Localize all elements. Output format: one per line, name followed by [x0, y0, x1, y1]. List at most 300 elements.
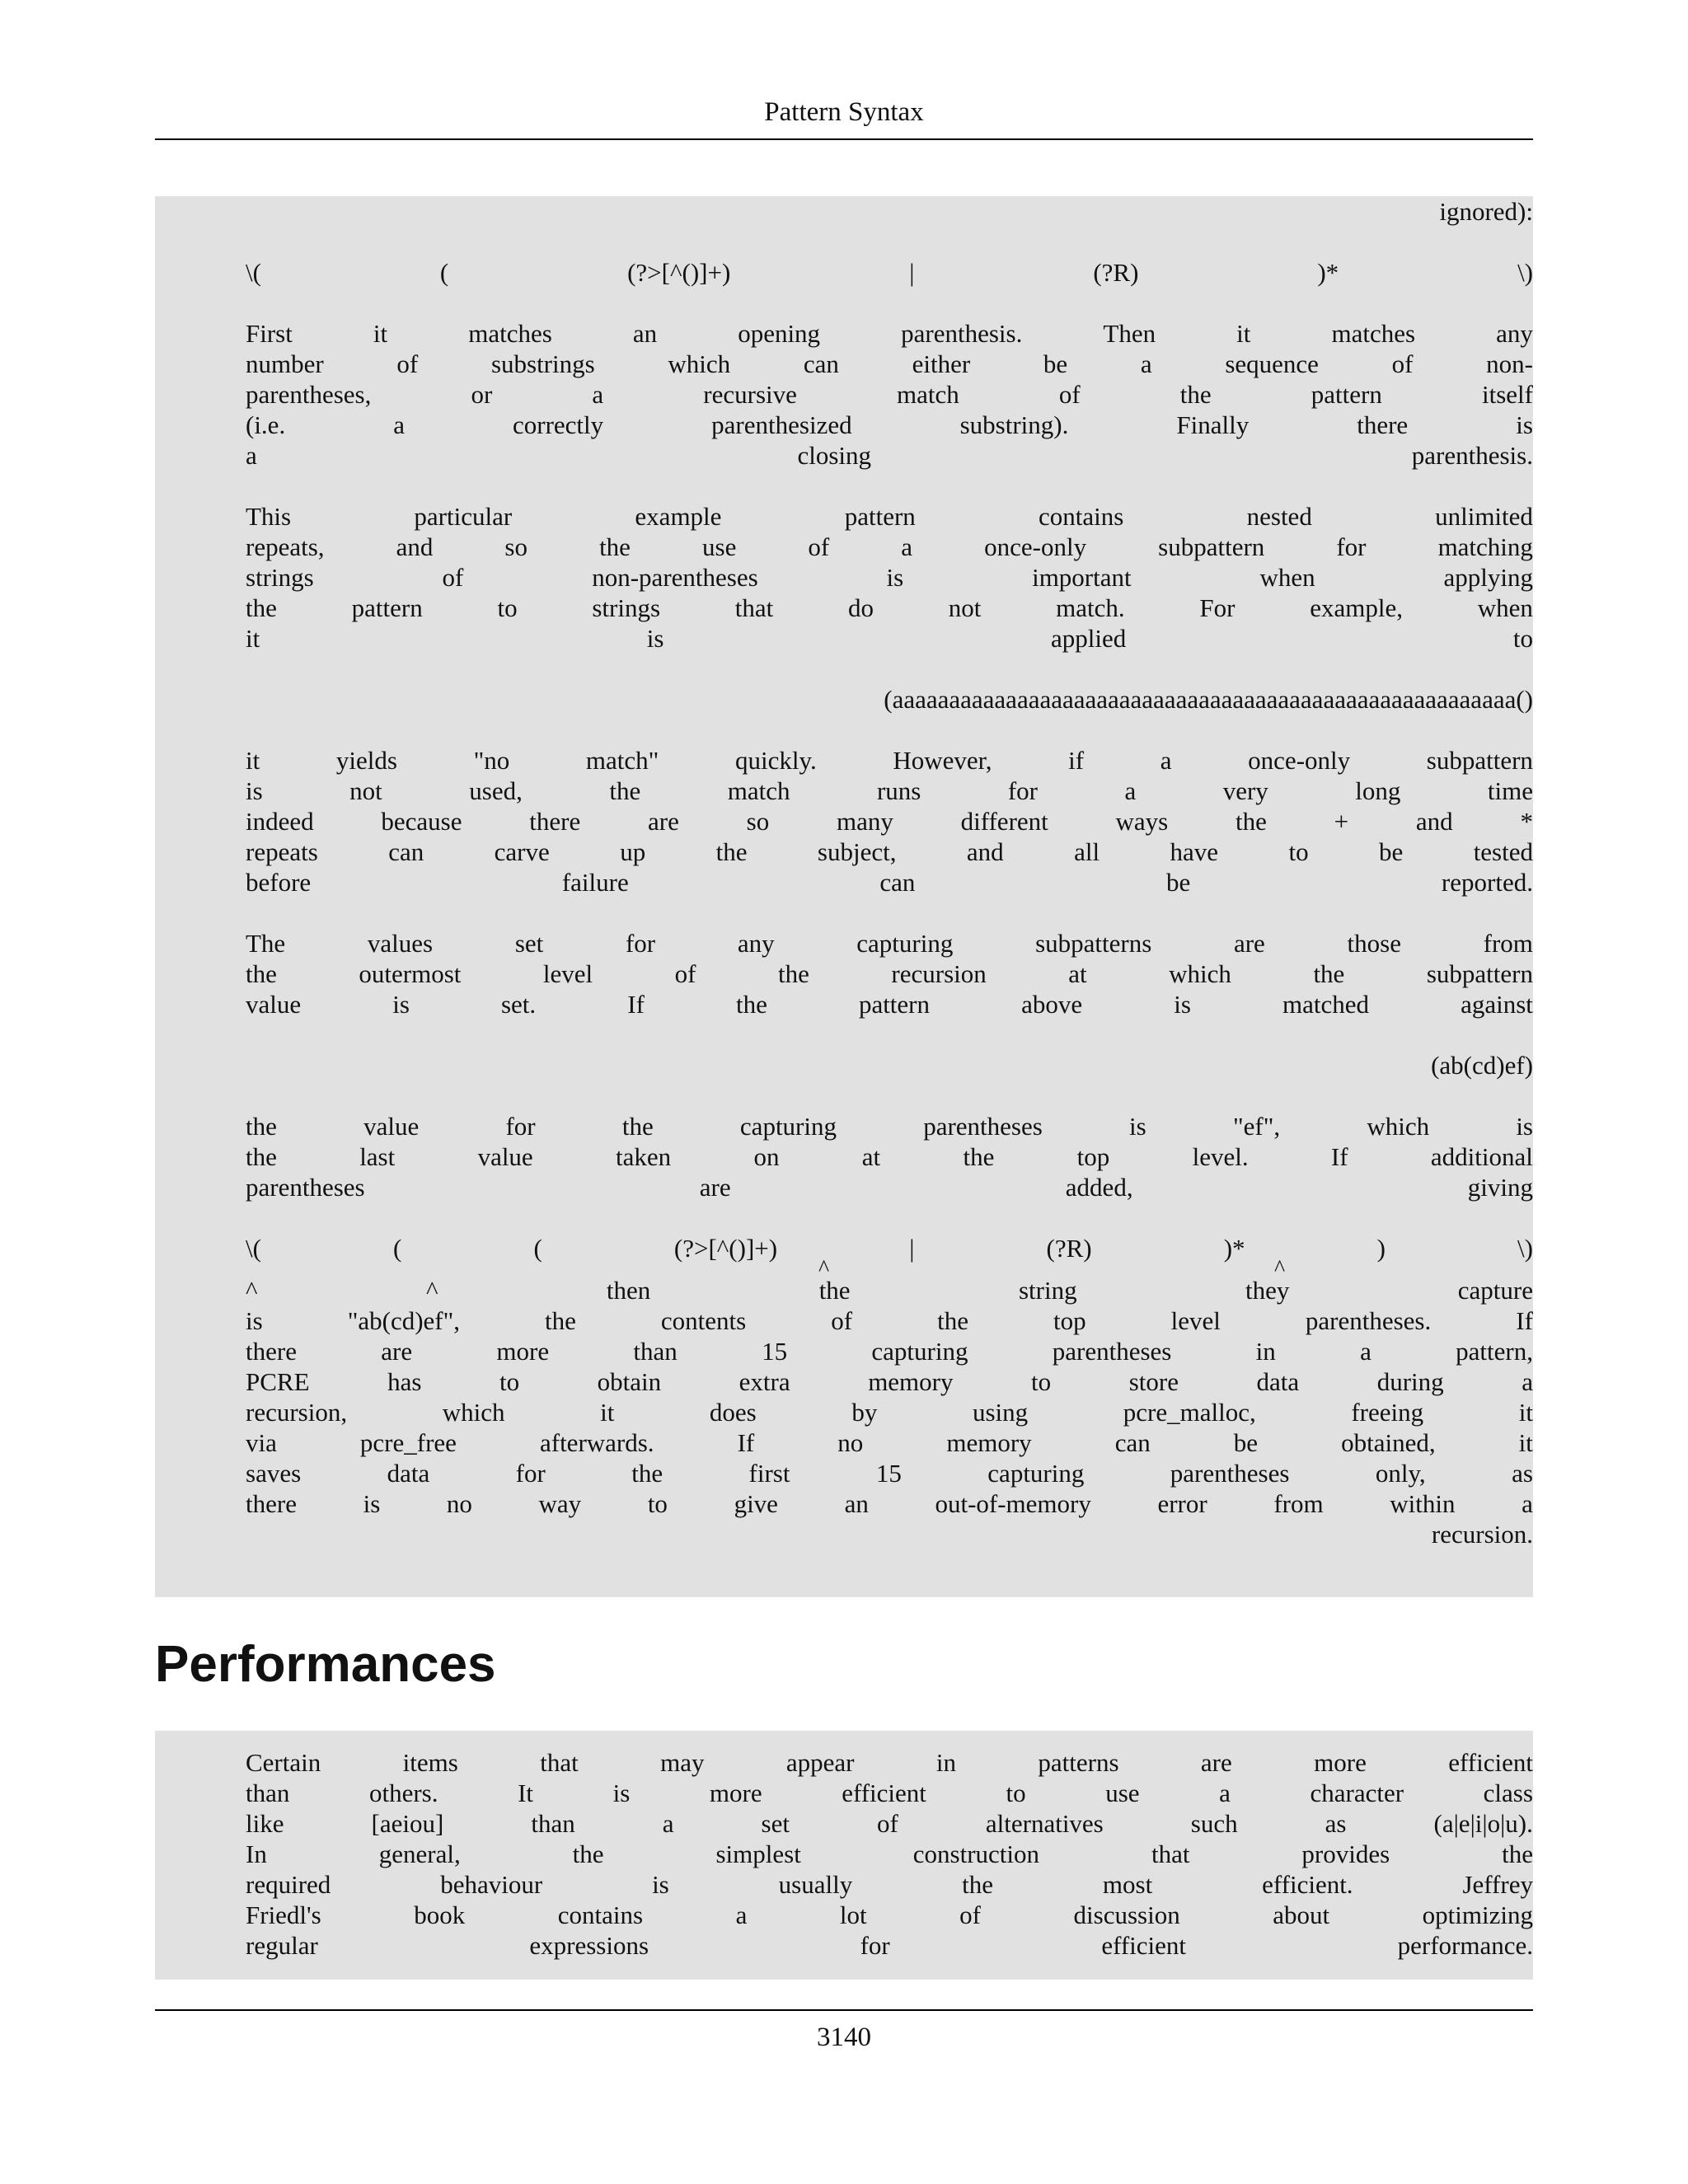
word: 15 [875, 1459, 902, 1488]
word: level [1170, 1306, 1221, 1335]
word: parenthesized [711, 410, 852, 439]
word: and [966, 837, 1004, 866]
word: contains [557, 1900, 644, 1929]
word: ^ [1274, 1256, 1286, 1282]
text-line [246, 1808, 1533, 1839]
paragraph-gap [246, 1202, 1533, 1233]
word: set [761, 1809, 790, 1838]
word: when [1477, 593, 1533, 622]
word: pattern [351, 593, 423, 622]
word: parentheses [1170, 1459, 1290, 1488]
word: the [599, 532, 631, 561]
word: for [1007, 776, 1038, 805]
word: there [246, 1337, 297, 1366]
word: (?R) [1093, 258, 1139, 287]
paragraph-gap [246, 471, 1533, 501]
word: (?R) [1046, 1234, 1092, 1263]
word: that [540, 1748, 579, 1777]
word: for [1336, 532, 1367, 561]
text-line [246, 1869, 1533, 1900]
word: (?>[^()]+) [673, 1234, 778, 1263]
word: up [620, 837, 646, 866]
word: Then [1103, 319, 1156, 348]
word: substring). [959, 410, 1069, 439]
word: as [1512, 1459, 1533, 1488]
text-line [246, 1519, 1533, 1549]
word: reported. [1441, 868, 1533, 897]
word: such [1190, 1809, 1238, 1838]
word: of [674, 959, 696, 988]
word: obtained, [1341, 1428, 1436, 1457]
word: parenthesis. [901, 319, 1023, 348]
word: parentheses [923, 1112, 1043, 1141]
word: repeats [246, 837, 318, 866]
word: the [246, 1142, 277, 1171]
word: usually [778, 1870, 853, 1899]
word: non-parentheses [592, 563, 758, 592]
word: like [246, 1809, 284, 1838]
word: efficient [842, 1779, 926, 1807]
word: PCRE [246, 1367, 310, 1396]
word: top [1053, 1306, 1086, 1335]
word: | [909, 1234, 915, 1263]
word: ( [393, 1234, 402, 1263]
word: the [1179, 380, 1212, 409]
word: a [246, 441, 257, 470]
word: as [1325, 1809, 1347, 1838]
word: give [734, 1489, 778, 1518]
word: which [668, 349, 731, 378]
word: it [373, 319, 388, 348]
word: expressions [529, 1931, 649, 1960]
text-lines [246, 1747, 1533, 1961]
text-line [246, 349, 1533, 379]
word: applied [1051, 624, 1127, 653]
text-line [246, 532, 1533, 562]
page-footer [155, 2009, 1533, 2054]
word: when [1259, 563, 1315, 592]
word: strings [592, 593, 661, 622]
word: any [737, 929, 775, 958]
word: runs [876, 776, 921, 805]
word: matches [1331, 319, 1416, 348]
word: are [699, 1173, 731, 1202]
word: memory [946, 1428, 1032, 1457]
word: opening [738, 319, 821, 348]
word: nested [1246, 502, 1312, 531]
word: If [1516, 1306, 1533, 1335]
word: in [935, 1748, 956, 1777]
word: than [246, 1779, 290, 1807]
text-line [246, 1336, 1533, 1366]
word: extra [738, 1367, 790, 1396]
word: items [402, 1748, 458, 1777]
word: repeats, [246, 532, 325, 561]
word: set [514, 929, 544, 958]
word: parentheses [246, 1173, 365, 1202]
word: capturing [739, 1112, 837, 1141]
word: level [542, 959, 593, 988]
word: data [387, 1459, 430, 1488]
word: [aeiou] [371, 1809, 444, 1838]
word: )* [1223, 1234, 1245, 1263]
word: memory [868, 1367, 954, 1396]
word: a [662, 1809, 674, 1838]
word: freeing [1351, 1398, 1424, 1427]
paragraph-gap [246, 1019, 1533, 1050]
word: there [1357, 410, 1409, 439]
word: do [848, 593, 874, 622]
word: because [381, 807, 462, 836]
text-line [246, 684, 1533, 715]
word: is [1516, 410, 1533, 439]
word: ^ [246, 1276, 258, 1305]
word: are [1233, 929, 1265, 958]
word: it [246, 624, 260, 653]
word: the [735, 990, 767, 1019]
word: performance. [1397, 1931, 1533, 1960]
paragraph-gap [246, 715, 1533, 745]
code-line [246, 257, 1533, 288]
word: example [635, 502, 722, 531]
word: the [246, 959, 277, 988]
word: out-of-memory [935, 1489, 1091, 1518]
word: additional [1430, 1142, 1533, 1171]
word: subpatterns [1035, 929, 1152, 958]
word: of [877, 1809, 898, 1838]
word: particular [414, 502, 513, 531]
word: is [1174, 990, 1191, 1019]
word: an [632, 319, 658, 348]
word: (i.e. [246, 410, 286, 439]
word: of [1391, 349, 1414, 378]
word: be [1043, 349, 1068, 378]
code-line [246, 1233, 1533, 1263]
word: only, [1375, 1459, 1426, 1488]
word: strings [246, 563, 314, 592]
word: \( [246, 258, 261, 287]
word: of [1058, 380, 1081, 409]
text-line [246, 837, 1533, 867]
word: is [652, 1870, 669, 1899]
word: First [246, 319, 293, 348]
word: they [1245, 1276, 1290, 1305]
word: time [1487, 776, 1533, 805]
word: are [1200, 1748, 1232, 1777]
word: error [1157, 1489, 1207, 1518]
word: class [1483, 1779, 1533, 1807]
word: In [246, 1840, 267, 1868]
word: provides [1301, 1840, 1390, 1868]
word: the [963, 1142, 995, 1171]
word: Certain [246, 1748, 321, 1777]
word: the [1236, 807, 1267, 836]
paragraph-gap [246, 654, 1533, 684]
text-lines [246, 196, 1533, 1549]
page-number: 3140 [817, 2022, 871, 2052]
word: ( [439, 258, 449, 287]
header-title: Pattern Syntax [764, 97, 924, 127]
word: taken [616, 1142, 672, 1171]
word: substrings [490, 349, 595, 378]
word: carve [494, 837, 550, 866]
word: of [959, 1900, 981, 1929]
text-line [246, 593, 1533, 623]
word: which [442, 1398, 505, 1427]
word: subpattern [1158, 532, 1265, 561]
word: parentheses, [246, 380, 372, 409]
word: 15 [762, 1337, 788, 1366]
word: either [912, 349, 971, 378]
word: capturing [987, 1459, 1085, 1488]
word: can [879, 868, 916, 897]
word: contains [1039, 502, 1124, 531]
word: in [1255, 1337, 1276, 1366]
paragraph-gap [246, 227, 1533, 257]
word: a [1140, 349, 1152, 378]
word: within [1390, 1489, 1456, 1518]
word: top [1076, 1142, 1110, 1171]
word: of [831, 1306, 853, 1335]
word: via [246, 1428, 277, 1457]
word: it [600, 1398, 615, 1427]
word: It [518, 1779, 534, 1807]
word: regular [246, 1931, 318, 1960]
word: match" [585, 746, 659, 775]
text-line [246, 1930, 1533, 1961]
word: a [393, 410, 405, 439]
word: then [606, 1276, 651, 1305]
word: more [496, 1337, 550, 1366]
word: are [381, 1337, 413, 1366]
word: more [709, 1779, 762, 1807]
word: the [631, 1459, 663, 1488]
text-line [246, 1747, 1533, 1778]
text-line [246, 501, 1533, 532]
word: at [1068, 959, 1087, 988]
word: to [1031, 1367, 1052, 1396]
word: last [359, 1142, 396, 1171]
word: efficient [1101, 1931, 1187, 1960]
text-line [246, 1427, 1533, 1458]
word: be [1233, 1428, 1259, 1457]
text-line [246, 440, 1533, 471]
word: during [1376, 1367, 1444, 1396]
word: a [901, 532, 913, 561]
word: way [538, 1489, 582, 1518]
word: all [1074, 837, 1100, 866]
word: | [909, 258, 915, 287]
word: long [1355, 776, 1401, 805]
word: the [818, 1276, 851, 1305]
text-line [246, 623, 1533, 654]
paragraph-gap [246, 288, 1533, 318]
word: applying [1443, 563, 1533, 592]
word: number [246, 349, 324, 378]
word: for [860, 1931, 890, 1960]
word: be [1379, 837, 1404, 866]
text-line [246, 1458, 1533, 1488]
word: indeed [246, 807, 314, 836]
word: not [349, 776, 382, 805]
word: no [446, 1489, 472, 1518]
word: is [392, 990, 410, 1019]
paragraph-gap [246, 1080, 1533, 1111]
word: important [1032, 563, 1132, 592]
word: to [1288, 837, 1309, 866]
word: book [414, 1900, 466, 1929]
word: pcre_free [359, 1428, 457, 1457]
word: closing [797, 441, 872, 470]
section-title: Performances [155, 1636, 496, 1693]
word: matching [1437, 532, 1533, 561]
word: most [1102, 1870, 1153, 1899]
word: is [246, 776, 263, 805]
word: match [727, 776, 790, 805]
word: and [396, 532, 434, 561]
word: to [497, 593, 518, 622]
word: (ab(cd)ef) [1431, 1051, 1533, 1080]
word: are [648, 807, 679, 836]
word: + [1334, 807, 1349, 836]
word: be [1166, 868, 1191, 897]
word: value [477, 1142, 533, 1171]
word: so [504, 532, 528, 561]
text-line [246, 1778, 1533, 1808]
word: is [363, 1489, 381, 1518]
word: a [1219, 1779, 1231, 1807]
text-line [246, 867, 1533, 898]
word: any [1496, 319, 1533, 348]
word: to [1512, 624, 1533, 653]
word: pcre_malloc, [1123, 1398, 1256, 1427]
word: the [937, 1306, 968, 1335]
word: to [499, 1367, 520, 1396]
word: above [1021, 990, 1083, 1019]
word: first [748, 1459, 790, 1488]
word: a [1160, 746, 1172, 775]
word: does [709, 1398, 757, 1427]
word: is [1129, 1112, 1146, 1141]
word: or [471, 380, 493, 409]
word: more [1314, 1748, 1367, 1777]
word: it [1236, 319, 1251, 348]
word: the [572, 1840, 604, 1868]
word: * [1520, 807, 1533, 836]
word: The [246, 929, 286, 958]
word: This [246, 502, 292, 531]
word: pattern [858, 990, 931, 1019]
word: ) [1376, 1234, 1386, 1263]
word: no [837, 1428, 864, 1457]
caret-line [246, 1256, 1533, 1282]
word: pattern [844, 502, 916, 531]
word: values [367, 929, 434, 958]
text-line [246, 562, 1533, 593]
word: those [1347, 929, 1401, 958]
paragraph-gap [246, 898, 1533, 928]
text-line [246, 1839, 1533, 1869]
word: of [396, 349, 419, 378]
word: from [1483, 929, 1533, 958]
word: it [1518, 1428, 1533, 1457]
word: string [1018, 1276, 1077, 1305]
word: from [1273, 1489, 1324, 1518]
word: giving [1467, 1173, 1533, 1202]
word: can [803, 349, 839, 378]
word: \( [246, 1234, 261, 1263]
word: which [1169, 959, 1231, 988]
word: failure [561, 868, 629, 897]
text-line [246, 379, 1533, 410]
word: value [246, 990, 302, 1019]
word: unlimited [1435, 502, 1533, 531]
word: once-only [984, 532, 1087, 561]
word: simplest [715, 1840, 801, 1868]
word: behaviour [440, 1870, 543, 1899]
word: once-only [1248, 746, 1351, 775]
word: tested [1473, 837, 1533, 866]
word: match [897, 380, 959, 409]
word: saves [246, 1459, 302, 1488]
word: )* [1317, 258, 1339, 287]
word: afterwards. [539, 1428, 654, 1457]
word: against [1461, 990, 1533, 1019]
word: the [545, 1306, 576, 1335]
text-line [246, 1305, 1533, 1336]
word: lot [839, 1900, 867, 1929]
word: subpattern [1426, 746, 1533, 775]
word: matches [468, 319, 552, 348]
text-line [246, 1111, 1533, 1141]
word: use [1105, 1779, 1140, 1807]
word: to [647, 1489, 668, 1518]
word: by [851, 1398, 878, 1427]
text-line [246, 776, 1533, 806]
word: efficient [1448, 1748, 1533, 1777]
word: that [1151, 1840, 1190, 1868]
word: use [702, 532, 737, 561]
text-line [246, 1275, 1533, 1305]
word: optimizing [1422, 1900, 1533, 1929]
word: ^ [818, 1256, 830, 1282]
word: the [1502, 1840, 1533, 1868]
word: not [948, 593, 982, 622]
text-block-performances [155, 1731, 1533, 1980]
word: is [886, 563, 904, 592]
word: level. [1192, 1142, 1249, 1171]
word: can [1114, 1428, 1151, 1457]
word: ways [1115, 807, 1169, 836]
word: However, [893, 746, 992, 775]
word: general, [378, 1840, 461, 1868]
word: can [388, 837, 424, 866]
word: Friedl's [246, 1900, 321, 1929]
word: character [1310, 1779, 1404, 1807]
word: non- [1486, 349, 1533, 378]
word: of [442, 563, 464, 592]
word: so [746, 807, 770, 836]
word: a [1360, 1337, 1372, 1366]
text-line [246, 1397, 1533, 1427]
text-block-recursion [155, 196, 1533, 1597]
text-line [246, 196, 1533, 227]
word: efficient. [1262, 1870, 1353, 1899]
word: than [531, 1809, 575, 1838]
word: of [808, 532, 830, 561]
text-line [246, 1172, 1533, 1202]
word: contents [660, 1306, 747, 1335]
